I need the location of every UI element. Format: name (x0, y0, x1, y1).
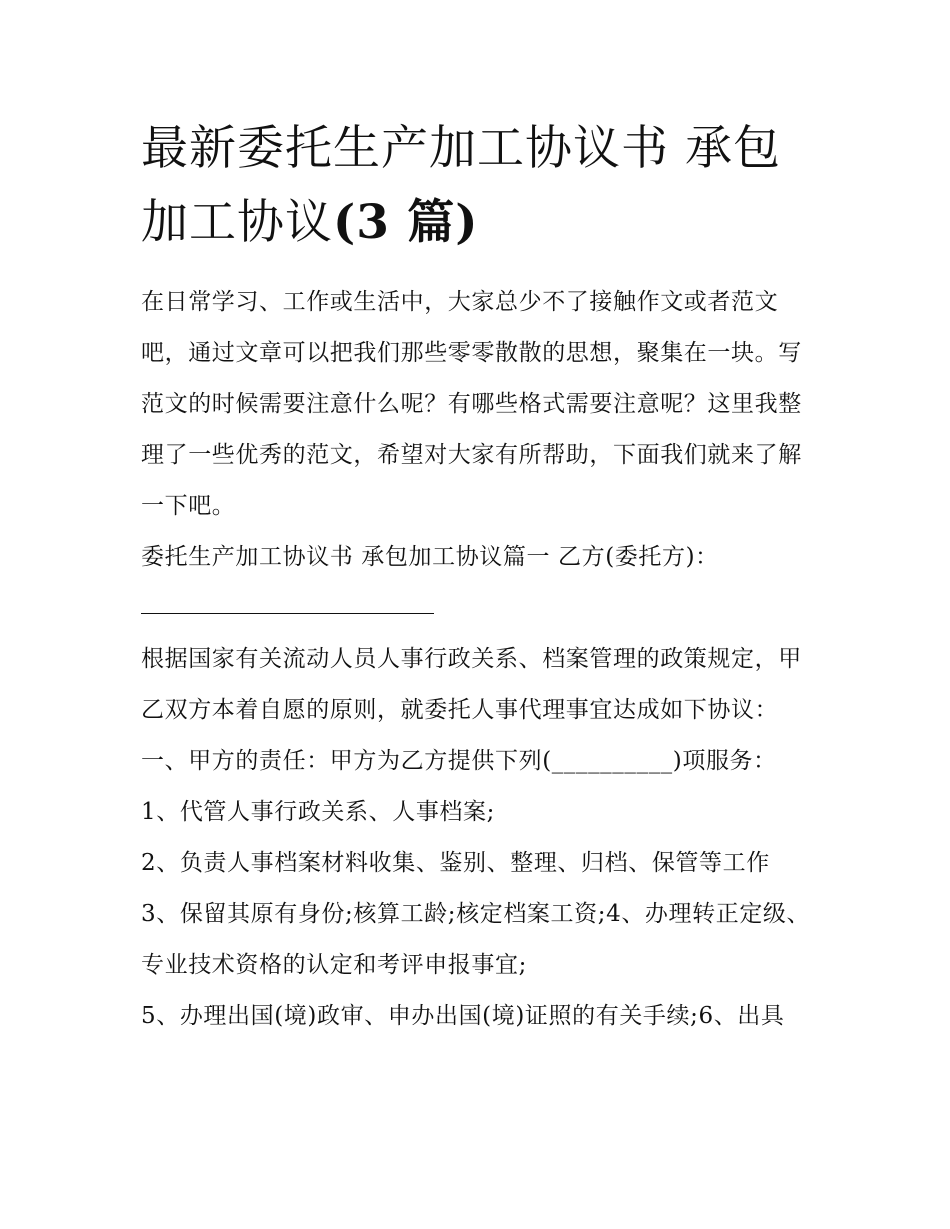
title-count: (3 篇) (333, 195, 479, 250)
list-item-2: 2、负责人事档案材料收集、鉴别、整理、归档、保管等工作 (141, 850, 770, 876)
list-item-3: 3、保留其原有身份;核算工龄;核定档案工资;4、办理转正定级、专业技术资格的认定和考评申报事宜; (141, 901, 811, 978)
duty-heading: 一、甲方的责任：甲方为乙方提供下列(__________)项服务： (141, 748, 777, 774)
basis-paragraph: 根据国家有关流动人员人事行政关系、档案管理的政策规定，甲乙双方本着自愿的原则，就委托人事代理事宜达成如下协议： (141, 646, 802, 723)
list-item-1: 1、代管人事行政关系、人事档案; (141, 799, 495, 825)
list-item-5: 5、办理出国(境)政审、申办出国(境)证照的有关手续;6、出具 (141, 1003, 785, 1029)
title-line-2: 加工协议(3 篇) (141, 195, 479, 250)
document-title (141, 112, 821, 260)
signature-blank-line (141, 583, 821, 634)
title-line-1: 最新委托生产加工协议书 承包 (141, 121, 781, 176)
document-body (141, 277, 821, 1042)
intro-paragraph: 在日常学习、工作或生活中，大家总少不了接触作文或者范文吧，通过文章可以把我们那些零零散散的思想，聚集在一块。写范文的时候需要注意什么呢？有哪些格式需要注意呢？这里我整理了一些优秀的范文，希望对大家有所帮助，下面我们就来了解一下吧。 (141, 289, 802, 519)
section-heading: 委托生产加工协议书 承包加工协议篇一 乙方(委托方)： (141, 544, 719, 570)
